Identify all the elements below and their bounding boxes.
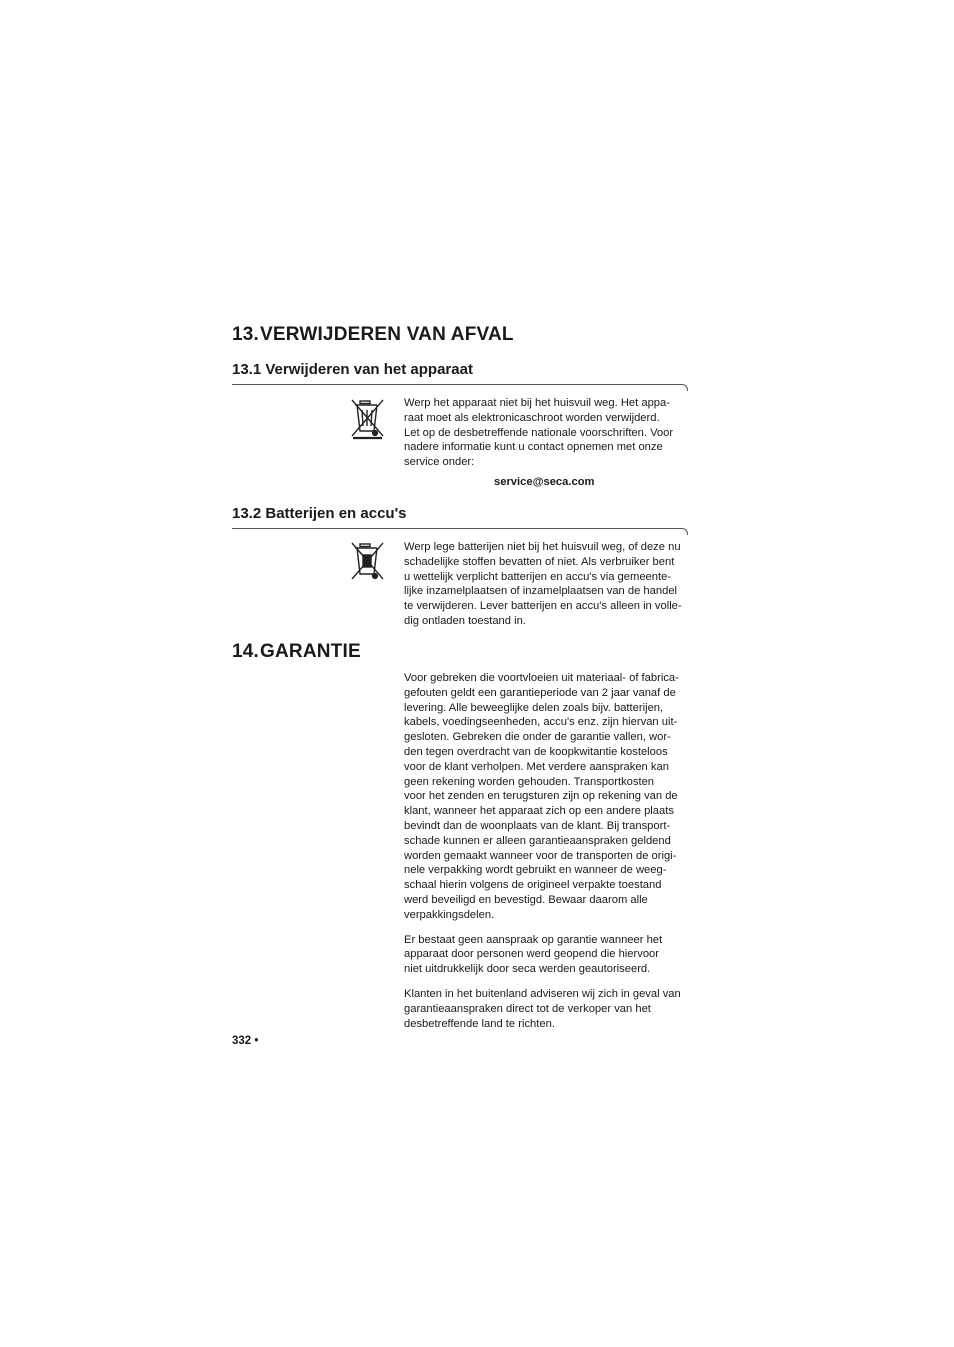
warranty-paragraph: Er bestaat geen aanspraak op garantie wanneer het apparaat door personen werd geopend die hiervoor niet uitdrukkelijk door seca werden geautoriseerd. (404, 933, 663, 976)
subsection-13-2-heading: 13.2 Batterijen en accu's (232, 505, 407, 522)
heading-rule (232, 528, 682, 529)
section-14-number: 14. (232, 641, 260, 662)
heading-rule (232, 384, 682, 385)
heading-rule-end (681, 384, 688, 391)
section-14-title-text: GARANTIE (260, 641, 361, 662)
subsection-13-1-text: Werp het apparaat niet bij het huisvuil weg. Het appa- raat moet als elektronicaschroot worden verwijderd. Let op de desbetreffende nationale voorschriften. Voor nadere informatie kunt u contact opnemen met onze service onder: (404, 397, 674, 469)
crossed-out-wheelie-bin-icon (349, 398, 387, 440)
section-13-title (232, 324, 514, 346)
section-13-title-text: VERWIJDEREN VAN AFVAL (260, 324, 514, 345)
subsection-13-2-body (404, 540, 694, 639)
crossed-out-battery-bin-icon (349, 541, 387, 583)
service-email-link[interactable]: service@seca.com (494, 476, 595, 488)
section-13-number: 13. (232, 324, 260, 345)
section-14-body (404, 671, 694, 1041)
warranty-paragraph: Voor gebreken die voortvloeien uit materiaal- of fabrica- gefouten geldt een garantieperiode van 2 jaar vanaf de levering. Alle beweeglijke delen zoals bijv. batterijen, kabels, voedingseenheden, accu's enz. zijn hiervan uit- gesloten. Gebreken die onder de garantie vallen, wor- den tegen overdracht van de koopkwitantie kosteloos voor de klant verholpen. Met verdere aanspraken kan geen rekening worden gehouden. Transportkosten voor het zenden en terugsturen zijn op rekening van de klant, wanneer het apparaat zich op een andere plaats bevindt dan de woonplaats van de klant. Bij transport- schade kunnen er alleen garantieaanspraken geldend worden gemaakt wanneer voor de transporten de origi- nele verpakking wordt gebruikt en wanneer de weeg- schaal hierin volgens de origineel verpakte toestand werd beveiligd en bevestigd. Bewaar daarom alle verpakkingsdelen. (404, 672, 679, 921)
subsection-13-1-heading: 13.1 Verwijderen van het apparaat (232, 361, 473, 378)
warranty-paragraph: Klanten in het buitenland adviseren wij zich in geval van garantieaanspraken direct tot de verkoper van het desbetreffende land te richten. (404, 987, 681, 1030)
page-number: 332 • (232, 1035, 259, 1047)
section-14-title (232, 641, 361, 663)
subsection-13-1-body (404, 396, 694, 480)
subsection-13-2-text: Werp lege batterijen niet bij het huisvuil weg, of deze nu schadelijke stoffen bevatten of niet. Als verbruiker bent u wettelijk verplicht batterijen en accu's via gemeente- lijke inzamelplaatsen of inzamelplaatsen van de handel te verwijderen. Lever batterijen en accu's alleen in volle- dig ontladen toestand in. (404, 541, 682, 627)
heading-rule-end (681, 528, 688, 535)
